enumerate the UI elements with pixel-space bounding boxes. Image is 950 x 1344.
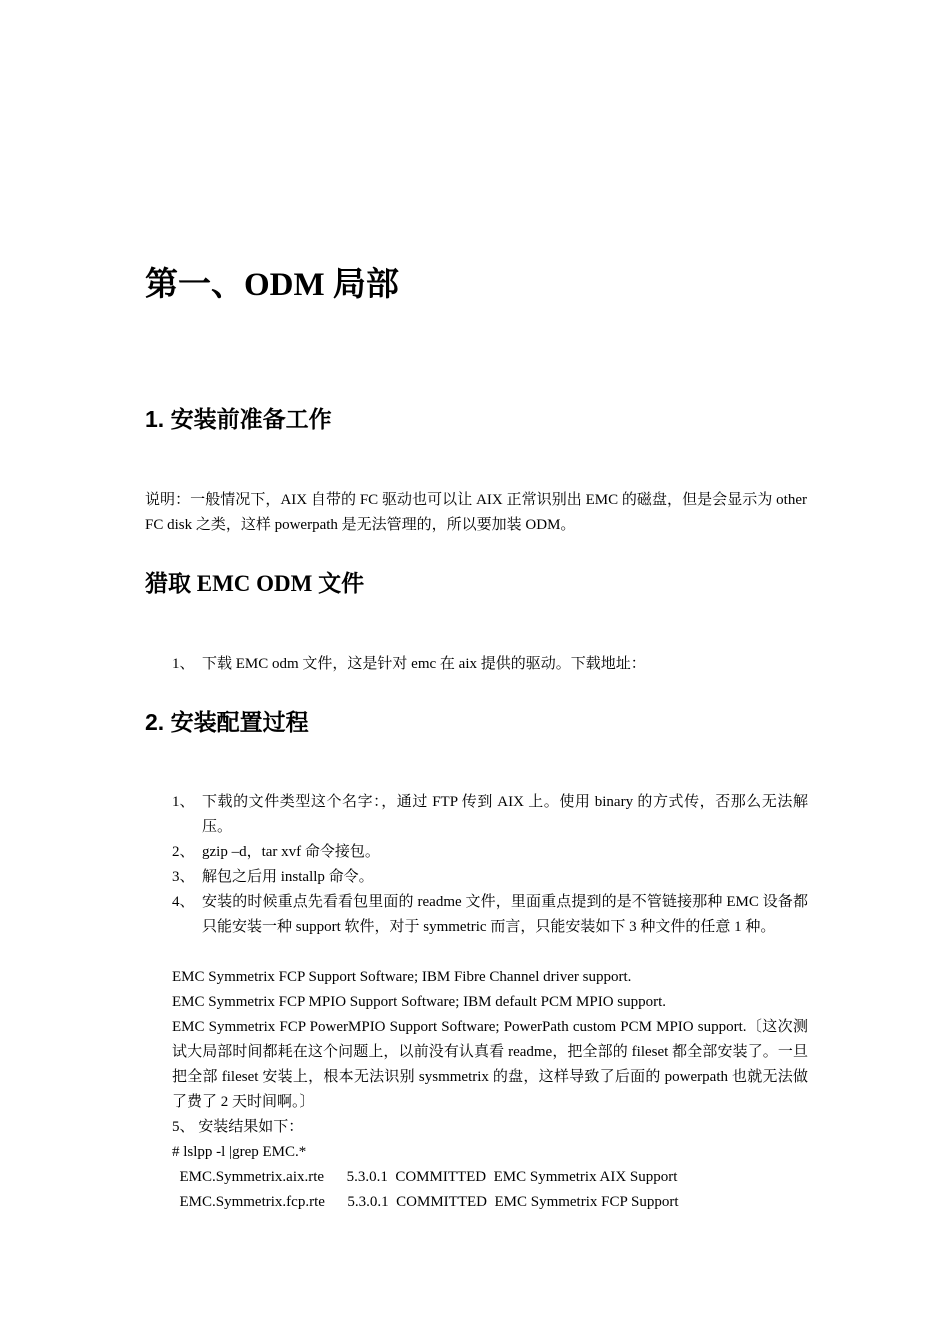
- subsection-heading: 猎取 EMC ODM 文件: [145, 571, 365, 596]
- list-item: [172, 840, 808, 865]
- list-item: [172, 890, 808, 940]
- list-item-number: 1、: [172, 794, 195, 810]
- section-2-heading: 2. 安装配置过程: [145, 709, 309, 735]
- list-item-number: 4、: [172, 894, 195, 910]
- section-2-body: [172, 965, 808, 1215]
- list-item-number: 3、: [172, 869, 195, 885]
- command-line: # lslpp -l |grep EMC.*: [172, 1144, 307, 1160]
- list-item-text: 解包之后用 installp 命令。: [202, 869, 374, 885]
- support-option-line: EMC Symmetrix FCP PowerMPIO Support Software; PowerPath custom PCM MPIO support.〔这次测试大局部时间都耗在这个问题上，以前没有认真看 readme，把全部的 fileset 都全部安装了。一旦把全部 fileset 安装上，根本无法识别 sysmmetrix 的盘，这样导致了后面的 powerpath 也就无法做了费了 2 天时间啊。〕: [172, 1019, 808, 1110]
- subsection-list: [172, 652, 808, 677]
- list-item: [172, 790, 808, 840]
- list-item-text: gzip –d，tar xvf 命令接包。: [202, 844, 380, 860]
- list-item-text: 下载 EMC odm 文件，这是针对 emc 在 aix 提供的驱动。下载地址：: [202, 656, 646, 672]
- list-item-number: 1、: [172, 656, 195, 672]
- command-output-row: EMC.Symmetrix.fcp.rte 5.3.0.1 COMMITTED EMC Symmetrix FCP Support: [172, 1194, 679, 1210]
- support-option-line: EMC Symmetrix FCP MPIO Support Software; IBM default PCM MPIO support.: [172, 994, 667, 1010]
- install-result-label: 5、 安装结果如下：: [172, 1119, 304, 1135]
- list-item-number: 2、: [172, 844, 195, 860]
- list-item: [172, 652, 808, 677]
- section-2-list: [172, 790, 808, 940]
- support-option-line: EMC Symmetrix FCP Support Software; IBM Fibre Channel driver support.: [172, 969, 632, 985]
- list-item: [172, 865, 808, 890]
- page-title: 第一、ODM 局部: [145, 267, 399, 303]
- command-output-row: EMC.Symmetrix.aix.rte 5.3.0.1 COMMITTED EMC Symmetrix AIX Support: [172, 1169, 678, 1185]
- list-item-text: 下载的文件类型这个名字：，通过 FTP 传到 AIX 上。使用 binary 的方式传，否那么无法解压。: [202, 794, 808, 835]
- list-item-text: 安装的时候重点先看看包里面的 readme 文件，里面重点提到的是不管链接那种 EMC 设备都只能安装一种 support 软件，对于 symmetric 而言，只能安装如下 3 种文件的任意 1 种。: [202, 894, 808, 935]
- section-1-note: 说明：一般情况下，AIX 自带的 FC 驱动也可以让 AIX 正常识别出 EMC 的磁盘，但是会显示为 other FC disk 之类，这样 powerpath 是无法管理的，所以要加装 ODM。: [145, 492, 807, 533]
- section-1-heading: 1. 安装前准备工作: [145, 406, 332, 432]
